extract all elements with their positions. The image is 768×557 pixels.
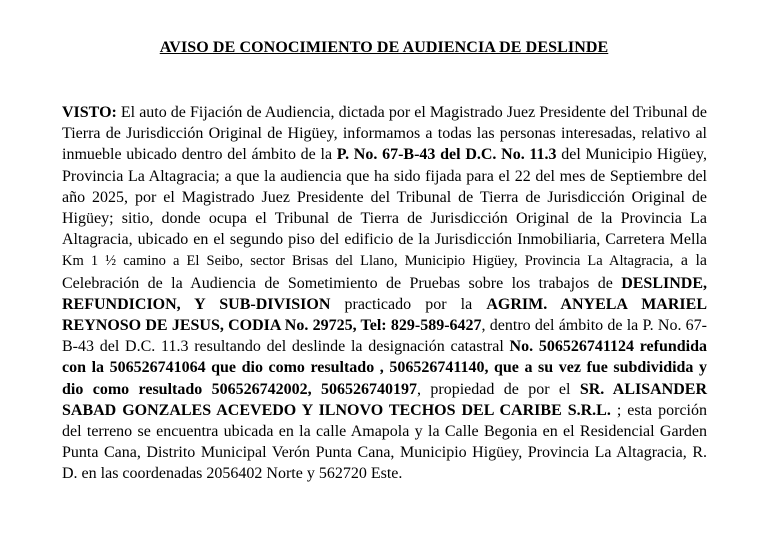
parcel-reference: P. No. 67-B-43 del D.C. No. 11.3	[336, 146, 557, 164]
location-text: Km 1 ½ camino a El Seibo, sector Brisas del Llano, Municipio Higüey, Provincia La Altagracia	[62, 253, 670, 270]
body-text-3: , a la Celebración de la Audiencia de Sometimiento de Pruebas sobre los trabajos de	[62, 252, 707, 292]
surveyor-info: AGRIM. ANYELA MARIEL REYNOSO DE JESUS, CODIA No. 29725, Tel: 829-589-6427	[62, 295, 707, 335]
cadastral-designation: No. 506526741124 refundida con la 506526741064 que dio como resultado , 506526741140, que a su vez fue subdividida y dio como resultado 506526742002, 506526740197	[62, 338, 707, 398]
body-text-6: , propiedad de por el	[416, 380, 580, 398]
page-title: AVISO DE CONOCIMIENTO DE AUDIENCIA DE DESLINDE	[159, 39, 609, 56]
visto-label: VISTO:	[62, 104, 117, 121]
body-text-5: , dentro del ámbito de la P. No. 67-B-43 del D.C. 11.3 resultando del deslinde la designación catastral	[62, 317, 708, 356]
body-text-7: ; esta porción del terreno se encuentra ubicada en la calle Amapola y la Calle Begonia en el Residencial Garden Punta Cana, Distrito Municipal Verón Punta Cana, Municipio Higüey, Provincia La Altagracia, R. D. en las coordenadas 2056402 Norte y 562720 Este.	[62, 401, 707, 483]
body-text-4: practicado por la	[330, 295, 487, 313]
body-text-2: del Municipio Higüey, Provincia La Altagracia; a que la audiencia que ha sido fijada para el 22 del mes de Septiembre del año 2025, por el Magistrado Juez Presidente del Tribunal de Tierra de Jurisdicción Original de Higüey; sitio, donde ocupa el Tribunal de Tierra de Jurisdicción Original de la Provincia La Altagracia, ubicado en el segundo piso del edificio de la Jurisdicción Inmobiliaria, Carretera Mella	[62, 146, 707, 249]
body-text-1: El auto de Fijación de Audiencia, dictada por el Magistrado Juez Presidente del Tribunal de Tierra de Jurisdicción Original de Higüey, informamos a todas las personas interesadas, relativo al inmueble ubicado dentro del ámbito de la	[62, 104, 707, 164]
work-type: DESLINDE, REFUNDICION, Y SUB-DIVISION	[62, 274, 707, 313]
notice-body	[62, 102, 707, 485]
owner-names: SR. ALISANDER SABAD GONZALES ACEVEDO Y ILNOVO TECHOS DEL CARIBE S.R.L.	[62, 380, 707, 419]
